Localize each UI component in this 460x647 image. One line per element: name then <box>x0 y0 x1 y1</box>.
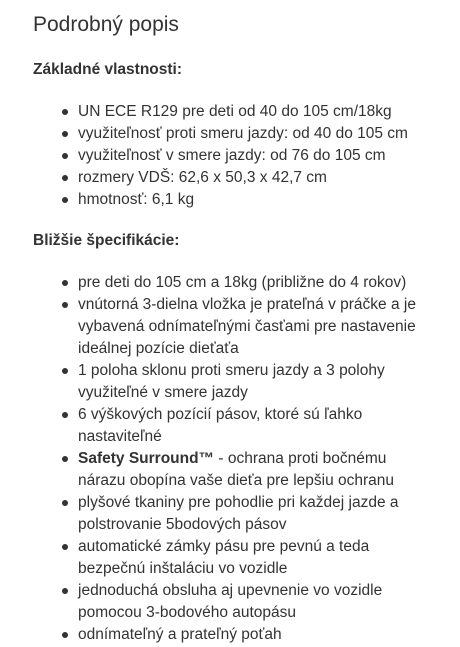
list-item <box>62 189 430 211</box>
bullet-icon <box>62 197 68 203</box>
specifications-list <box>33 272 430 646</box>
bullet-icon <box>62 175 68 181</box>
bullet-icon <box>62 500 68 506</box>
list-item-text: využiteľnosť proti smeru jazdy: od 40 do 105 cm <box>78 125 408 142</box>
list-item <box>62 448 430 492</box>
list-item <box>62 123 430 145</box>
list-item-text: vnútorná 3-dielna vložka je prateľná v práčke a je vybavená odnímateľnými časťami pre nastavenie ideálnej pozície dieťaťa <box>78 296 416 357</box>
list-item-text: pre deti do 105 cm a 18kg (približne do 4 rokov) <box>78 274 407 291</box>
bullet-icon <box>62 153 68 159</box>
bullet-icon <box>62 109 68 115</box>
list-item-text: hmotnosť: 6,1 kg <box>78 191 195 208</box>
bullet-icon <box>62 412 68 418</box>
list-item-text: UN ECE R129 pre deti od 40 do 105 cm/18kg <box>78 103 392 120</box>
list-item <box>62 360 430 404</box>
safety-surround-label: Safety Surround™ <box>78 450 215 467</box>
list-item-text: rozmery VDŠ: 62,6 x 50,3 x 42,7 cm <box>78 169 327 186</box>
basic-properties-list <box>33 101 430 211</box>
specifications-heading: Bližšie špecifikácie: <box>33 232 180 249</box>
bullet-icon <box>62 632 68 638</box>
list-item <box>62 624 430 646</box>
list-item <box>62 580 430 624</box>
list-item-text: využiteľnosť v smere jazdy: od 76 do 105 cm <box>78 147 386 164</box>
list-item-text: jednoduchá obsluha aj upevnenie vo vozidle pomocou 3-bodového autopásu <box>78 582 383 621</box>
bullet-icon <box>62 456 68 462</box>
list-item-text: plyšové tkaniny pre pohodlie pri každej jazde a polstrovanie 5bodových pásov <box>78 494 399 533</box>
list-item <box>62 536 430 580</box>
bullet-icon <box>62 588 68 594</box>
basic-properties-heading: Základné vlastnosti: <box>33 61 183 78</box>
list-item <box>62 145 430 167</box>
list-item <box>62 404 430 448</box>
list-item-text: odnímateľný a prateľný poťah <box>78 626 282 643</box>
list-item-text: 1 poloha sklonu proti smeru jazdy a 3 polohy využiteľné v smere jazdy <box>78 362 385 401</box>
bullet-icon <box>62 280 68 286</box>
bullet-icon <box>62 368 68 374</box>
list-item-text: - ochrana proti bočnému nárazu obopína vaše dieťa pre lepšiu ochranu <box>78 450 395 489</box>
bullet-icon <box>62 302 68 308</box>
list-item <box>62 294 430 360</box>
list-item <box>62 272 430 294</box>
bullet-icon <box>62 544 68 550</box>
bullet-icon <box>62 131 68 137</box>
list-item <box>62 167 430 189</box>
page-title: Podrobný popis <box>33 13 179 36</box>
list-item <box>62 101 430 123</box>
list-item-text: 6 výškových pozícií pásov, ktoré sú ľahko nastaviteľné <box>78 406 363 445</box>
list-item-text: automatické zámky pásu pre pevnú a teda bezpečnú inštaláciu vo vozidle <box>78 538 370 577</box>
list-item <box>62 492 430 536</box>
